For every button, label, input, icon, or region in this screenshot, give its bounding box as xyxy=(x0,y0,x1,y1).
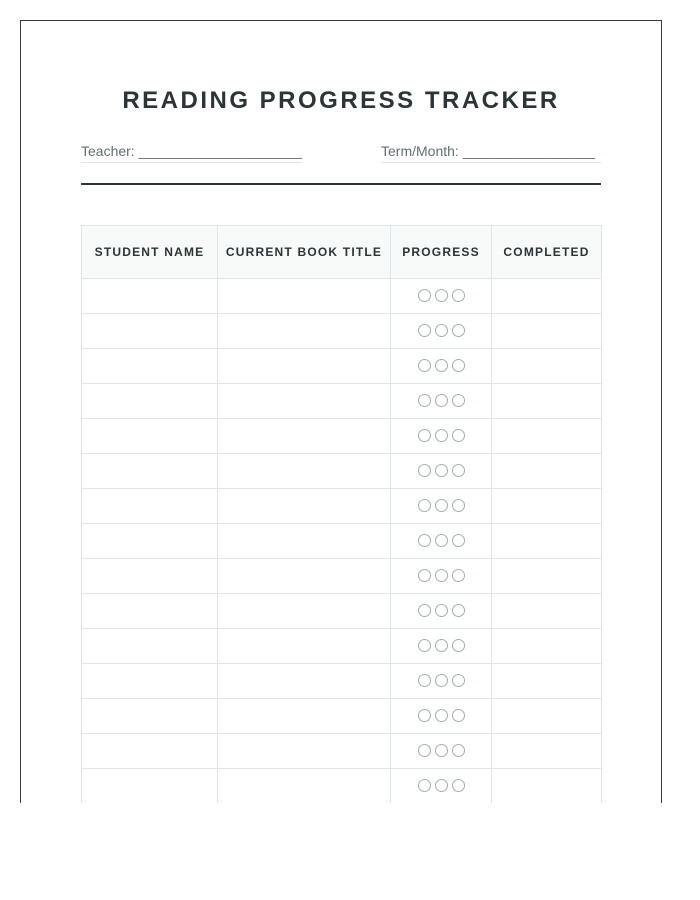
page-title: READING PROGRESS TRACKER xyxy=(122,87,560,114)
table-row xyxy=(82,454,602,489)
progress-circle-icon[interactable] xyxy=(418,324,431,337)
header-completed: COMPLETED xyxy=(492,226,602,279)
progress-circle-icon[interactable] xyxy=(452,639,465,652)
book-title-cell[interactable] xyxy=(218,734,391,769)
student-name-cell[interactable] xyxy=(82,664,218,699)
student-name-cell[interactable] xyxy=(82,734,218,769)
table-body xyxy=(82,279,602,804)
progress-cell[interactable] xyxy=(391,454,492,489)
completed-cell[interactable] xyxy=(492,699,602,734)
progress-circle-icon[interactable] xyxy=(418,394,431,407)
book-title-cell[interactable] xyxy=(218,524,391,559)
book-title-cell[interactable] xyxy=(218,419,391,454)
progress-cell[interactable] xyxy=(391,559,492,594)
progress-circle-icon[interactable] xyxy=(418,779,431,792)
table-row xyxy=(82,489,602,524)
student-name-cell[interactable] xyxy=(82,384,218,419)
completed-cell[interactable] xyxy=(492,769,602,804)
progress-cell[interactable] xyxy=(391,629,492,664)
progress-cell[interactable] xyxy=(391,664,492,699)
worksheet-page xyxy=(20,20,662,803)
progress-circle-icon[interactable] xyxy=(452,779,465,792)
progress-circle-icon[interactable] xyxy=(418,709,431,722)
progress-cell[interactable] xyxy=(391,314,492,349)
progress-circle-icon[interactable] xyxy=(435,324,448,337)
student-name-cell[interactable] xyxy=(82,629,218,664)
progress-circle-icon[interactable] xyxy=(435,674,448,687)
student-name-cell[interactable] xyxy=(82,349,218,384)
progress-circle-icon[interactable] xyxy=(435,359,448,372)
student-name-cell[interactable] xyxy=(82,524,218,559)
completed-cell[interactable] xyxy=(492,489,602,524)
header-divider xyxy=(81,183,601,185)
table-row xyxy=(82,734,602,769)
progress-circle-icon[interactable] xyxy=(418,499,431,512)
table-row xyxy=(82,699,602,734)
progress-circle-icon[interactable] xyxy=(435,604,448,617)
table-row xyxy=(82,559,602,594)
progress-circle-icon[interactable] xyxy=(435,639,448,652)
progress-circle-icon[interactable] xyxy=(452,744,465,757)
progress-table xyxy=(81,225,602,803)
table-row xyxy=(82,279,602,314)
progress-cell[interactable] xyxy=(391,524,492,559)
student-name-cell[interactable] xyxy=(82,559,218,594)
progress-circle-icon[interactable] xyxy=(452,604,465,617)
term-month-field[interactable]: Term/Month: _________________ xyxy=(381,143,601,163)
progress-circle-icon[interactable] xyxy=(418,569,431,582)
progress-circle-icon[interactable] xyxy=(435,709,448,722)
progress-circle-icon[interactable] xyxy=(452,324,465,337)
student-name-cell[interactable] xyxy=(82,769,218,804)
student-name-cell[interactable] xyxy=(82,454,218,489)
table-row xyxy=(82,594,602,629)
student-name-cell[interactable] xyxy=(82,314,218,349)
progress-circle-icon[interactable] xyxy=(435,779,448,792)
progress-cell[interactable] xyxy=(391,419,492,454)
completed-cell[interactable] xyxy=(492,314,602,349)
progress-circle-icon[interactable] xyxy=(418,359,431,372)
progress-circle-icon[interactable] xyxy=(452,359,465,372)
progress-cell[interactable] xyxy=(391,349,492,384)
progress-circle-icon[interactable] xyxy=(452,289,465,302)
completed-cell[interactable] xyxy=(492,454,602,489)
completed-cell[interactable] xyxy=(492,594,602,629)
completed-cell[interactable] xyxy=(492,734,602,769)
progress-circle-icon[interactable] xyxy=(435,499,448,512)
progress-circle-icon[interactable] xyxy=(452,499,465,512)
progress-circle-icon[interactable] xyxy=(452,394,465,407)
progress-circle-icon[interactable] xyxy=(418,289,431,302)
progress-circle-icon[interactable] xyxy=(435,744,448,757)
progress-cell[interactable] xyxy=(391,734,492,769)
progress-cell[interactable] xyxy=(391,279,492,314)
progress-circle-icon[interactable] xyxy=(418,604,431,617)
progress-circle-icon[interactable] xyxy=(418,464,431,477)
book-title-cell[interactable] xyxy=(218,384,391,419)
progress-circle-icon[interactable] xyxy=(435,569,448,582)
progress-cell[interactable] xyxy=(391,699,492,734)
progress-circle-icon[interactable] xyxy=(452,464,465,477)
table-row xyxy=(82,314,602,349)
progress-circle-icon[interactable] xyxy=(418,674,431,687)
table-row xyxy=(82,629,602,664)
table-row xyxy=(82,769,602,804)
completed-cell[interactable] xyxy=(492,384,602,419)
header-progress: PROGRESS xyxy=(391,226,492,279)
table-row xyxy=(82,524,602,559)
progress-circle-icon[interactable] xyxy=(452,674,465,687)
completed-cell[interactable] xyxy=(492,419,602,454)
progress-circle-icon[interactable] xyxy=(452,709,465,722)
table-header-row xyxy=(82,226,602,279)
progress-circle-icon[interactable] xyxy=(452,534,465,547)
student-name-cell[interactable] xyxy=(82,419,218,454)
completed-cell[interactable] xyxy=(492,279,602,314)
book-title-cell[interactable] xyxy=(218,594,391,629)
book-title-cell[interactable] xyxy=(218,629,391,664)
progress-circle-icon[interactable] xyxy=(452,429,465,442)
table-row xyxy=(82,664,602,699)
student-name-cell[interactable] xyxy=(82,489,218,524)
progress-circle-icon[interactable] xyxy=(418,744,431,757)
progress-cell[interactable] xyxy=(391,594,492,629)
book-title-cell[interactable] xyxy=(218,279,391,314)
student-name-cell[interactable] xyxy=(82,699,218,734)
completed-cell[interactable] xyxy=(492,559,602,594)
progress-circle-icon[interactable] xyxy=(418,639,431,652)
book-title-cell[interactable] xyxy=(218,349,391,384)
progress-circle-icon[interactable] xyxy=(435,289,448,302)
book-title-cell[interactable] xyxy=(218,559,391,594)
book-title-cell[interactable] xyxy=(218,769,391,804)
student-name-cell[interactable] xyxy=(82,279,218,314)
teacher-field[interactable]: Teacher: _____________________ xyxy=(81,143,301,163)
progress-cell[interactable] xyxy=(391,489,492,524)
completed-cell[interactable] xyxy=(492,629,602,664)
progress-circle-icon[interactable] xyxy=(435,394,448,407)
progress-circle-icon[interactable] xyxy=(435,534,448,547)
completed-cell[interactable] xyxy=(492,664,602,699)
table-row xyxy=(82,384,602,419)
book-title-cell[interactable] xyxy=(218,664,391,699)
progress-circle-icon[interactable] xyxy=(435,464,448,477)
book-title-cell[interactable] xyxy=(218,489,391,524)
completed-cell[interactable] xyxy=(492,524,602,559)
progress-cell[interactable] xyxy=(391,384,492,419)
book-title-cell[interactable] xyxy=(218,699,391,734)
header-current-book-title: CURRENT BOOK TITLE xyxy=(218,226,391,279)
progress-circle-icon[interactable] xyxy=(418,534,431,547)
table-row xyxy=(82,419,602,454)
progress-cell[interactable] xyxy=(391,769,492,804)
completed-cell[interactable] xyxy=(492,349,602,384)
progress-circle-icon[interactable] xyxy=(418,429,431,442)
book-title-cell[interactable] xyxy=(218,454,391,489)
header-student-name: STUDENT NAME xyxy=(82,226,218,279)
table-row xyxy=(82,349,602,384)
progress-circle-icon[interactable] xyxy=(452,569,465,582)
progress-circle-icon[interactable] xyxy=(435,429,448,442)
student-name-cell[interactable] xyxy=(82,594,218,629)
book-title-cell[interactable] xyxy=(218,314,391,349)
